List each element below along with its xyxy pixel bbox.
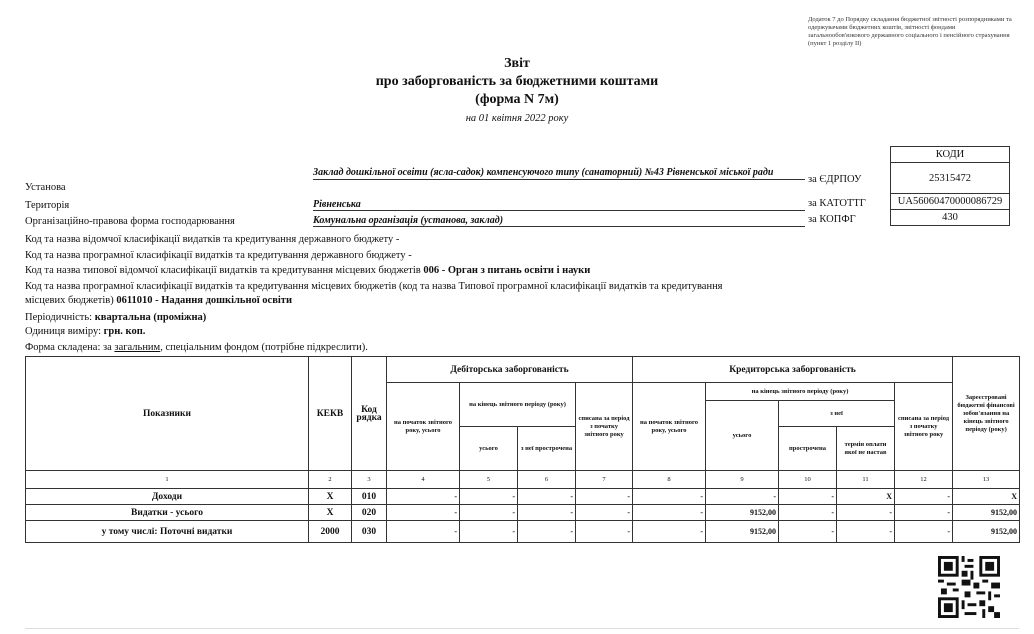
periodicity-value: квартальна (проміжна) bbox=[94, 312, 207, 323]
col-num: 13 bbox=[953, 471, 1020, 489]
row-name: Видатки - усього bbox=[26, 505, 309, 521]
header-kekv: КЕКВ bbox=[309, 357, 352, 471]
cell: - bbox=[895, 489, 953, 505]
cell: - bbox=[518, 505, 576, 521]
cell: - bbox=[518, 521, 576, 543]
row-code: 010 bbox=[352, 489, 387, 505]
unit-label: Одиниця виміру: bbox=[25, 326, 104, 337]
institution-value: Заклад дошкільної освіти (ясла-садок) компенсуючого типу (санаторний) №43 Рівненської міської ради bbox=[313, 166, 805, 180]
cell: - bbox=[518, 489, 576, 505]
cell: - bbox=[779, 505, 837, 521]
header-indicators: Показники bbox=[26, 357, 309, 471]
periodicity-label: Періодичність: bbox=[25, 312, 95, 323]
katottg-label: за КАТОТТГ bbox=[808, 198, 866, 209]
col-num: 10 bbox=[779, 471, 837, 489]
local-dept-classification bbox=[25, 265, 590, 276]
cell: - bbox=[895, 505, 953, 521]
header-credit-start: на початок звітного року, усього bbox=[633, 383, 706, 471]
table-row bbox=[26, 489, 1020, 505]
cell: 9152,00 bbox=[706, 521, 779, 543]
cell: - bbox=[387, 489, 460, 505]
header-credit-end: на кінець звітного періоду (року) bbox=[706, 383, 895, 401]
legal-form-value: Комунальна організація (установа, заклад) bbox=[313, 215, 805, 227]
header-debit-total: усього bbox=[460, 427, 518, 471]
row-kekv: X bbox=[309, 505, 352, 521]
territory-label: Територія bbox=[25, 200, 70, 211]
local-program-classification: Код та назва програмної класифікації видатків та кредитування місцевих бюджетів (код та назва Типової програмної класифікації видатків та кредитування bbox=[25, 281, 723, 292]
cell: - bbox=[779, 489, 837, 505]
cell: - bbox=[895, 521, 953, 543]
fund-type-text: Форма складена: за bbox=[25, 342, 115, 353]
cell: - bbox=[387, 505, 460, 521]
territory-value: Рівненська bbox=[313, 199, 805, 211]
cell: - bbox=[576, 521, 633, 543]
cell: - bbox=[576, 489, 633, 505]
institution-label: Установа bbox=[25, 182, 66, 193]
local-dept-value: 006 - Орган з питань освіти і науки bbox=[423, 265, 591, 276]
header-credit-of: з неї bbox=[779, 401, 895, 427]
col-num: 2 bbox=[309, 471, 352, 489]
unit-value: грн. коп. bbox=[103, 326, 146, 337]
cell: - bbox=[460, 505, 518, 521]
report-form-number: (форма N 7м) bbox=[475, 92, 559, 107]
state-dept-classification: Код та назва відомчої класифікації видатків та кредитування державного бюджету - bbox=[25, 234, 400, 245]
page-bottom-divider bbox=[25, 628, 1019, 629]
cell: - bbox=[837, 521, 895, 543]
col-num: 6 bbox=[518, 471, 576, 489]
unit-of-measure bbox=[25, 326, 145, 337]
cell: - bbox=[576, 505, 633, 521]
cell: X bbox=[953, 489, 1020, 505]
local-program-text: місцевих бюджетів) bbox=[25, 295, 117, 306]
annex-note: Додаток 7 до Порядку складання бюджетної звітності розпорядниками та одержувачами бюджетних коштів, звітності фондами загальнообов'язкового державного соціального і пенсійного страхування (пункт 1 розділу II) bbox=[808, 16, 1012, 47]
cell: - bbox=[779, 521, 837, 543]
fund-type bbox=[25, 342, 368, 353]
debt-table bbox=[25, 356, 1020, 543]
row-name: у тому числі: Поточні видатки bbox=[26, 521, 309, 543]
kopfg-label: за КОПФГ bbox=[808, 214, 856, 225]
header-debit: Дебіторська заборгованість bbox=[387, 357, 633, 383]
cell: - bbox=[837, 505, 895, 521]
cell: 9152,00 bbox=[953, 505, 1020, 521]
header-credit-due: термін оплати якої не настав bbox=[837, 427, 895, 471]
report-title: Звіт bbox=[504, 56, 530, 71]
cell: 9152,00 bbox=[953, 521, 1020, 543]
edrpou-code: 25315472 bbox=[891, 163, 1010, 194]
header-credit-written: списана за період з початку звітного року bbox=[895, 383, 953, 471]
header-row-code: Код рядка bbox=[352, 357, 387, 471]
col-num: 11 bbox=[837, 471, 895, 489]
local-dept-text: Код та назва типової відомчої класифікації видатків та кредитування місцевих бюджетів bbox=[25, 265, 424, 276]
header-registered: Зареєстровані бюджетні фінансові зобов'язання на кінець звітного періоду (року) bbox=[953, 357, 1020, 471]
report-date: на 01 квітня 2022 року bbox=[465, 113, 569, 124]
header-credit-overdue: прострочена bbox=[779, 427, 837, 471]
header-credit-total: усього bbox=[706, 401, 779, 471]
row-kekv: X bbox=[309, 489, 352, 505]
codes-table bbox=[890, 146, 1010, 226]
row-code: 030 bbox=[352, 521, 387, 543]
col-num: 7 bbox=[576, 471, 633, 489]
cell: - bbox=[633, 505, 706, 521]
local-program-value: 0611010 - Надання дошкільної освіти bbox=[116, 295, 292, 306]
header-debit-overdue: з неї прострочена bbox=[518, 427, 576, 471]
katottg-code: UA56060470000086729 bbox=[891, 194, 1010, 210]
cell: - bbox=[706, 489, 779, 505]
cell: - bbox=[633, 489, 706, 505]
col-num: 5 bbox=[460, 471, 518, 489]
periodicity bbox=[25, 312, 206, 323]
cell: 9152,00 bbox=[706, 505, 779, 521]
header-credit: Кредиторська заборгованість bbox=[633, 357, 953, 383]
state-program-classification: Код та назва програмної класифікації видатків та кредитування державного бюджету - bbox=[25, 250, 412, 261]
row-name: Доходи bbox=[26, 489, 309, 505]
header-debit-start: на початок звітного року, усього bbox=[387, 383, 460, 471]
col-num: 1 bbox=[26, 471, 309, 489]
local-program-classification-cont bbox=[25, 295, 292, 306]
table-row bbox=[26, 521, 1020, 543]
col-num: 9 bbox=[706, 471, 779, 489]
cell: - bbox=[460, 489, 518, 505]
report-subtitle: про заборгованість за бюджетними коштами bbox=[375, 74, 659, 89]
header-debit-written: списана за період з початку звітного року bbox=[576, 383, 633, 471]
qr-code-icon bbox=[938, 556, 1000, 618]
cell: - bbox=[387, 521, 460, 543]
codes-header: КОДИ bbox=[891, 147, 1010, 163]
cell: - bbox=[460, 521, 518, 543]
cell: - bbox=[633, 521, 706, 543]
kopfg-code: 430 bbox=[891, 210, 1010, 226]
row-kekv: 2000 bbox=[309, 521, 352, 543]
header-debit-end: на кінець звітного періоду (року) bbox=[460, 383, 576, 427]
cell: X bbox=[837, 489, 895, 505]
col-num: 3 bbox=[352, 471, 387, 489]
table-row bbox=[26, 505, 1020, 521]
edrpou-label: за ЄДРПОУ bbox=[808, 174, 862, 185]
legal-form-label: Організаційно-правова форма господарювання bbox=[25, 216, 235, 227]
col-num: 4 bbox=[387, 471, 460, 489]
row-code: 020 bbox=[352, 505, 387, 521]
fund-type-rest: , спеціальним фондом (потрібне підкреслити). bbox=[160, 342, 368, 353]
col-num: 8 bbox=[633, 471, 706, 489]
fund-type-selected: загальним bbox=[114, 342, 161, 353]
col-num: 12 bbox=[895, 471, 953, 489]
